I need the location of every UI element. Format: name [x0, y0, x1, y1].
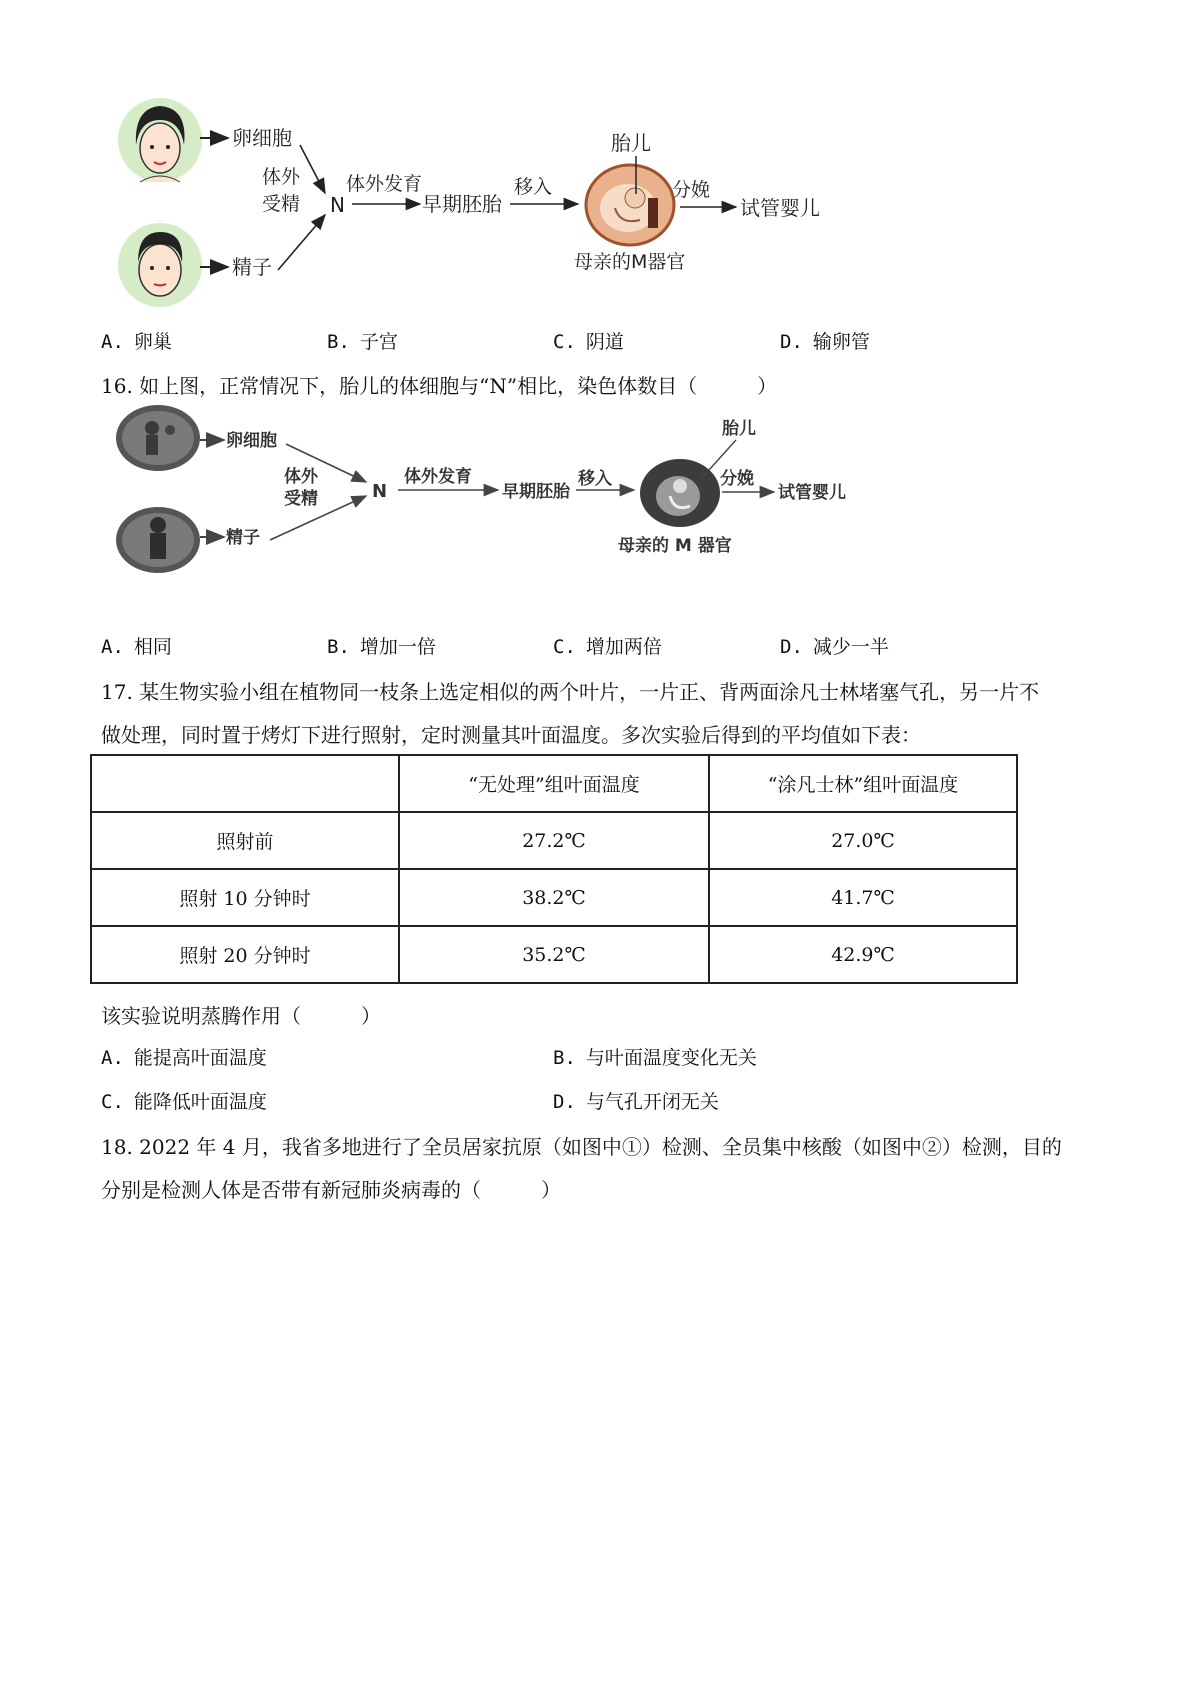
q17-option-d[interactable]: D. 与气孔开闭无关 [553, 1091, 719, 1113]
birth-label: 分娩 [672, 179, 711, 201]
ivf-diagram-color [100, 90, 860, 320]
table-header-cell: “无处理”组叶面温度 [399, 755, 709, 812]
q15-option-c[interactable]: C. 阴道 [553, 331, 624, 353]
sperm-label-2: 精子 [226, 528, 260, 548]
table-header-row [91, 755, 1017, 812]
q16-option-d[interactable]: D. 减少一半 [780, 636, 889, 658]
egg-label-2: 卵细胞 [226, 431, 277, 451]
egg-label: 卵细胞 [232, 126, 292, 150]
table-cell: 照射 10 分钟时 [91, 869, 399, 926]
uterus-fetus-icon [586, 165, 674, 245]
embryo-label: 早期胚胎 [422, 192, 502, 216]
embryo-label-2: 早期胚胎 [502, 482, 570, 502]
fetus-label-2: 胎儿 [722, 419, 756, 439]
table-cell: 照射 20 分钟时 [91, 926, 399, 983]
fertilization-label-1: 体外 [262, 166, 301, 188]
q16-option-c[interactable]: C. 增加两倍 [553, 636, 662, 658]
q15-option-d[interactable]: D. 输卵管 [780, 331, 870, 353]
table-row [91, 812, 1017, 869]
table-cell: 41.7℃ [709, 869, 1017, 926]
development-label: 体外发育 [346, 173, 423, 195]
q17-stem-line2: 做处理，同时置于烤灯下进行照射，定时测量其叶面温度。多次实验后得到的平均值如下表： [101, 723, 921, 747]
q17-stem-line1: 17. 某生物实验小组在植物同一枝条上选定相似的两个叶片，一片正、背两面涂凡士林堵塞气孔，另一片不 [101, 680, 1040, 704]
q18-stem-line2: 分别是检测人体是否带有新冠肺炎病毒的（ ） [101, 1178, 561, 1202]
q18-stem-line1: 18. 2022 年 4 月，我省多地进行了全员居家抗原（如图中①）检测、全员集中核酸（如图中②）检测，目的 [101, 1135, 1062, 1159]
q16-option-b[interactable]: B. 增加一倍 [327, 636, 436, 658]
transfer-label: 移入 [514, 176, 553, 198]
q16-stem: 16. 如上图，正常情况下，胎儿的体细胞与“N”相比，染色体数目（ ） [101, 374, 778, 398]
q17-question: 该实验说明蒸腾作用（ ） [101, 1004, 381, 1028]
q17-option-c[interactable]: C. 能降低叶面温度 [101, 1091, 267, 1113]
table-row [91, 869, 1017, 926]
organ-label-2: 母亲的 M 器官 [618, 536, 732, 556]
table-cell: 35.2℃ [399, 926, 709, 983]
table-row [91, 926, 1017, 983]
mother-portrait-icon [118, 98, 202, 182]
uterus-fetus-icon-2 [640, 459, 720, 527]
table-cell: 38.2℃ [399, 869, 709, 926]
birth-label-2: 分娩 [720, 469, 754, 489]
transfer-label-2: 移入 [578, 469, 612, 489]
development-label-2: 体外发育 [404, 467, 472, 487]
q17-option-a[interactable]: A. 能提高叶面温度 [101, 1047, 267, 1069]
table-header-cell: “涂凡士林”组叶面温度 [709, 755, 1017, 812]
ivf-diagram-gray [108, 400, 868, 600]
father-portrait-icon [118, 223, 202, 307]
fetus-label: 胎儿 [611, 131, 651, 155]
table-cell: 42.9℃ [709, 926, 1017, 983]
father-photo-icon [116, 507, 200, 573]
table-cell: 照射前 [91, 812, 399, 869]
mother-photo-icon [116, 405, 200, 471]
sperm-label: 精子 [232, 255, 272, 279]
q16-option-a[interactable]: A. 相同 [101, 636, 172, 658]
table-cell: 27.0℃ [709, 812, 1017, 869]
organ-label: 母亲的M器官 [574, 251, 686, 273]
temperature-table [90, 754, 1018, 984]
node-n-2: N [372, 481, 388, 502]
fertilization-label-2: 受精 [262, 193, 301, 215]
q15-option-a[interactable]: A. 卵巢 [101, 331, 172, 353]
fertilization-label-2b: 受精 [284, 489, 318, 509]
node-n: N [330, 193, 345, 217]
baby-label: 试管婴儿 [740, 196, 820, 220]
q17-option-b[interactable]: B. 与叶面温度变化无关 [553, 1047, 757, 1069]
table-cell: 27.2℃ [399, 812, 709, 869]
fertilization-label-2a: 体外 [284, 467, 318, 487]
baby-label-2: 试管婴儿 [778, 483, 846, 503]
q15-option-b[interactable]: B. 子宫 [327, 331, 398, 353]
table-header-cell [91, 755, 399, 812]
